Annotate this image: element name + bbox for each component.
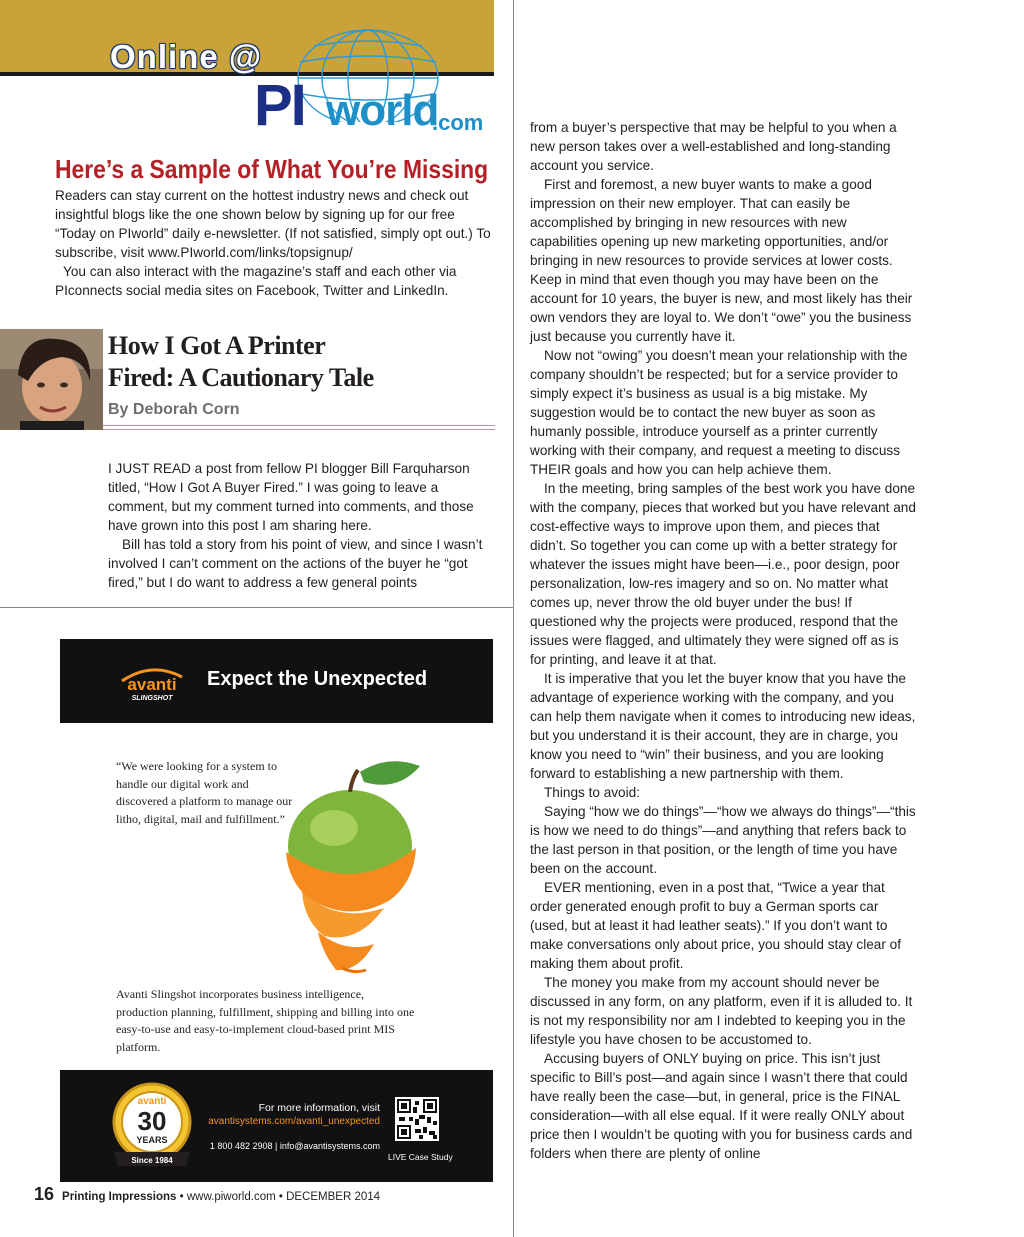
avanti-brand-sub: SLINGSHOT [131, 695, 173, 702]
intro-paragraph-1: Readers can stay current on the hottest industry news and check out insightful blogs like the one shown below by signing up for our free “Today on PIworld” daily e-newsletter. (If not satisfied, simply opt out.) To subscribe, visit www.PIworld.com/links/topsignup/ [55, 188, 491, 260]
intro-paragraph-2: You can also interact with the magazine’s staff and each other via PIconnects social media sites on Facebook, Twitter and LinkedIn. [55, 264, 457, 298]
ad-tagline: Expect the Unexpected [207, 668, 428, 690]
page-number: 16 [34, 1184, 55, 1204]
page-folio [34, 1184, 380, 1205]
lead-paragraph-1: I JUST READ a post from fellow PI blogger Bill Farquharson titled, “How I Got A Buyer Fired.” I was going to leave a comment, but my comment turned into comments, and those have grown into this post I am sharing here. [108, 461, 474, 533]
lead-paragraph-2: Bill has told a story from his point of view, and since I wasn’t involved I can’t comment on the actions of the buyer he “got fired,” but I do want to address a few general points [108, 537, 483, 590]
badge-years: YEARS [136, 1135, 168, 1145]
col2-paragraph: Accusing buyers of ONLY buying on price. This isn’t just specific to Bill’s post—and again since I wasn’t there that could have really been the case—but, in general, price is the FINAL consideration—with all else equal. If it were really ONLY about price then I wouldn’t be quoting with you for business cards and folders when there are plenty of online [530, 1051, 913, 1161]
col2-paragraph: Things to avoid: [544, 785, 640, 800]
sample-heading: Here’s a Sample of What You’re Missing [55, 154, 489, 184]
intro-text [55, 186, 495, 300]
ad-quote: “We were looking for a system to handle our digital work and discovered a platform to manage our litho, digital, mail and fulfillment.” [116, 759, 293, 826]
col2-paragraph: EVER mentioning, even in a post that, “Twice a year that order generated enough profit to buy a German sports car (used, but at least it had leather seats).” If you don’t want to make conversations only about price, you should stay clear of making them about profit. [530, 880, 902, 971]
author-photo [0, 329, 103, 430]
article-lead [108, 459, 495, 592]
ad-footer-info [200, 1102, 380, 1151]
publication-name: Printing Impressions [62, 1191, 177, 1203]
folio-details: • www.piworld.com • DECEMBER 2014 [176, 1191, 381, 1203]
logo-world: world [326, 86, 439, 135]
ad-frame-top [0, 607, 513, 608]
orange-peel-apple-image [238, 748, 468, 978]
qr-code-icon [395, 1097, 439, 1141]
badge-since: Since 1984 [131, 1156, 173, 1165]
col2-paragraph: from a buyer’s perspective that may be helpful to you when a new person takes over a well-established and long-standing account you service. [530, 120, 897, 173]
article-title [108, 330, 374, 394]
col2-paragraph: The money you make from my account should never be discussed in any form, on any platform, even if it is alluded to. It is not my responsibility nor am I indebted to keeping you in the lifestyle you have chosen to be accustomed to. [530, 975, 913, 1047]
col2-paragraph: First and foremost, a new buyer wants to make a good impression on their new employer. That can easily be accomplished by bringing in new resources with new capabilities opening up new marketing opportunities, and/or bringing in new resources to provide services at lower costs. Keep in mind that even though you may have been on the account for 10 years, the buyer is new, and most likely has their own vendors they are loyal to. We don’t “owe” you the business just because you currently have it. [530, 177, 913, 344]
anniversary-badge [108, 1080, 196, 1172]
byline-rule [103, 425, 495, 430]
badge-number: 30 [137, 1106, 167, 1136]
live-case-study-label: LIVE Case Study [388, 1152, 453, 1162]
col2-paragraph: In the meeting, bring samples of the best work you have done with the company, pieces that worked but you have relevant and cost-effective ways to improve upon them, and pieces that didn’t. So together you can come up with a better strategy for whatever the issues might have been—i.e., poor design, poor personalization, low-res imagery and so on. No matter what comes up, never throw the old buyer under the bus! If questioned why the projects were produced, respond that the issues were flagged, and ultimately they were signed off as is for printing, and leave it at that. [530, 481, 916, 667]
ad-body: Avanti Slingshot incorporates business intelligence, production planning, fulfillment, shipping and billing into one easy-to-use and easy-to-implement cloud-based print MIS platform. [116, 987, 415, 1054]
article-column-2 [530, 118, 916, 1163]
avanti-logo [116, 663, 188, 703]
avanti-brand: avanti [127, 675, 177, 694]
article-title-line-2: Fired: A Cautionary Tale [108, 363, 374, 392]
more-info-text: For more information, visit [258, 1102, 380, 1114]
col2-paragraph: It is imperative that you let the buyer know that you have the advantage of experience working with the company, and you can help them navigate when it comes to introducing new ideas, but you understand it is their account, they are in charge, you know you need to “win” their business, and you are looking forward to establishing a new partnership with them. [530, 671, 916, 781]
article-title-line-1: How I Got A Printer [108, 331, 326, 360]
ad-url: avantisystems.com/avanti_unexpected [208, 1116, 380, 1127]
byline: By Deborah Corn [108, 401, 240, 418]
badge-brand: avanti [137, 1096, 167, 1107]
col2-paragraph: Saying “how we do things”—“how we always do things”—“this is how we need to do things”—and anything that refers back to the last person in that position, or the length of time you have been on the account. [530, 804, 916, 876]
logo-com: .com [432, 110, 484, 135]
online-label: Online @ [110, 38, 263, 75]
col2-paragraph: Now not “owing” you doesn’t mean your relationship with the company shouldn’t be respected; but for a service provider to simply expect it’s business as usual is a big mistake. My suggestion would be to contact the new buyer as soon as humanly possible, introduce yourself as a printer currently working with their company, and request a meeting to discuss THEIR goals and how you can help achieve them. [530, 348, 908, 477]
ad-contact: 1 800 482 2908 | info@avantisystems.com [209, 1141, 380, 1151]
page-gutter-divider [513, 0, 514, 1237]
logo-pi: PI [254, 73, 305, 138]
